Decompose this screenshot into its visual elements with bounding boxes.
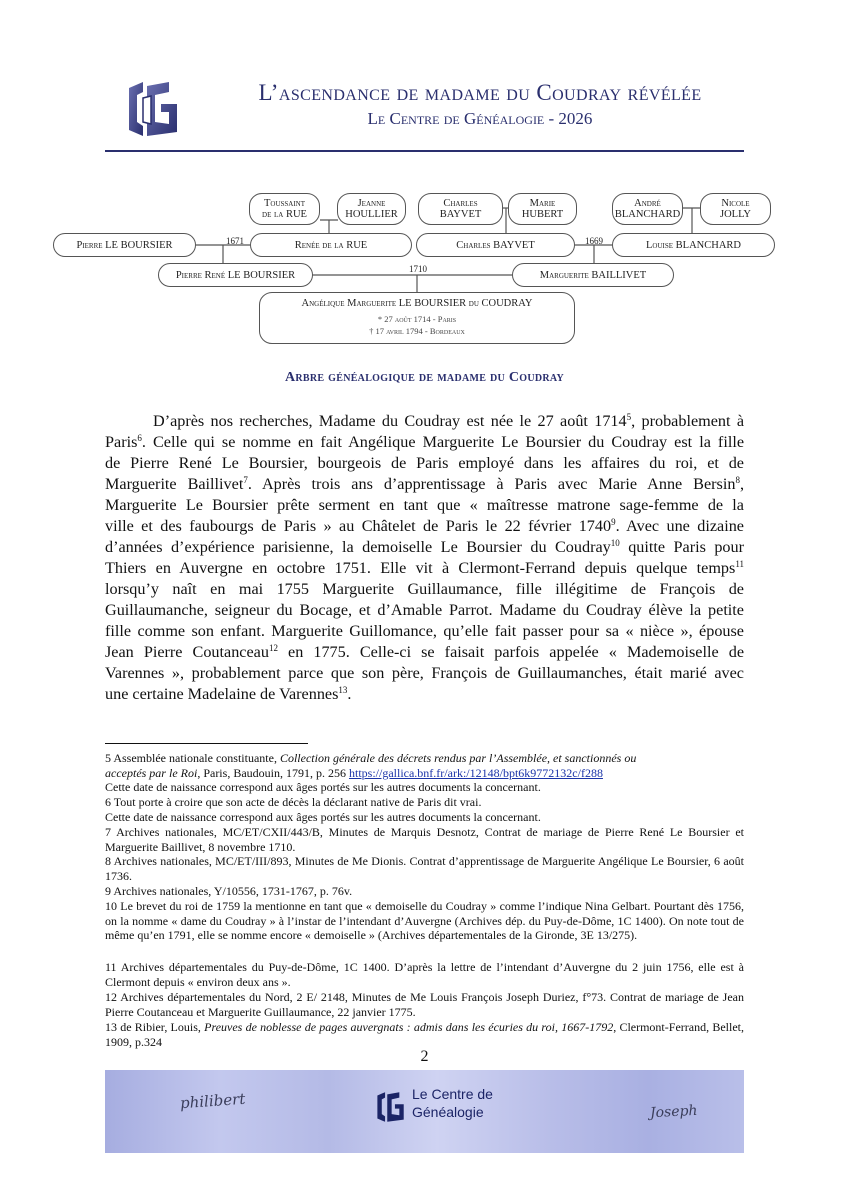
- footer-banner: [105, 1070, 744, 1153]
- tree-node-pierre-rene-le-boursier: Pierre René LE BOURSIER: [158, 263, 313, 287]
- paragraph-line: Marguerite Baillivet$^7$. Après trois ans d’apprentissage à Paris avec Marie Anne Bersin$^8$,: [105, 475, 744, 493]
- footnote-12: 12 Archives départementales du Nord, 2 E/ 2148, Minutes de Me Louis François Joseph Duriez, f°73. Contrat de mariage de Jean Pierre Coutanceau et Marguerite Guillaumance, 22 janvier 1775.: [105, 990, 744, 1019]
- tree-node-renee-de-la-rue: Renée de la RUE: [250, 233, 412, 257]
- tree-node-jeanne-houllier: Jeanne HOULLIER: [337, 193, 406, 225]
- tree-node-marie-hubert: Marie HUBERT: [508, 193, 577, 225]
- body-paragraph: [105, 411, 744, 705]
- tree-node-marguerite-baillivet: Marguerite BAILLIVET: [512, 263, 674, 287]
- paragraph-line: d’années d’expérience parisienne, la demoiselle Le Boursier du Coudray$^{10}$ quitte Paris pour: [105, 538, 744, 556]
- tree-node-angelique-du-coudray: [259, 292, 575, 344]
- marriage-year-1710: 1710: [409, 264, 427, 274]
- paragraph-line: Varennes », probablement parce que son père, François de Guillaumanches, était marié avec: [105, 664, 744, 682]
- paragraph-line: Jean Pierre Coutanceau$^{12}$ en 1775. Celle-ci se faisait parfois appelée « Mademoiselle de: [105, 643, 744, 661]
- paragraph-line: une certaine Madelaine de Varennes$^{13}$.: [105, 685, 352, 703]
- tree-node-toussaint-de-la-rue: Toussaint de la RUE: [249, 193, 320, 225]
- footer-logo-text-line1: Le Centre de: [412, 1086, 493, 1102]
- footnote-5: 5 Assemblée nationale constituante, Collection générale des décrets rendus par l’Assemblée, et sanctionnés ou acceptés par le Roi, Paris, Baudouin, 1791, p. 256 https://gallica.bnf.fr/ark:/12148/bpt6k9772132c/f288 Cette date de naissance correspond aux âges portés sur les autres documents la concernant.: [105, 751, 637, 794]
- tree-node-charles-bayvet-parent: Charles BAYVET: [418, 193, 503, 225]
- paragraph-line: de Pierre René Le Boursier, bourgeois de Paris employé dans les affaires du roi, et de: [105, 454, 744, 472]
- footnote-6: 6 Tout porte à croire que son acte de décès la déclarant native de Paris dit vrai. Cette date de naissance correspond aux âges portés sur les autres documents la concernant.: [105, 795, 541, 824]
- marriage-year-1671: 1671: [226, 236, 244, 246]
- paragraph-line: ville et des faubourgs de Paris » au Châtelet de Paris le 22 février 1740$^9$. Avec une dizaine: [105, 517, 744, 535]
- footnote-9: 9 Archives nationales, Y/10556, 1731-1767, p. 76v.: [105, 884, 353, 898]
- page-number: 2: [420, 1048, 429, 1065]
- paragraph-line: Paris$^6$. Celle qui se nomme en fait Angélique Marguerite Le Boursier du Coudray est la fille: [105, 433, 744, 451]
- document-subtitle: Le Centre de Généalogie - 2026: [367, 109, 593, 128]
- tree-node-pierre-le-boursier: Pierre LE BOURSIER: [53, 233, 196, 257]
- subject-name: Angélique Marguerite LE BOURSIER du COUDRAY: [301, 298, 533, 309]
- footer-logo-text-line2: Généalogie: [412, 1104, 484, 1120]
- tree-node-nicole-jolly: Nicole JOLLY: [700, 193, 771, 225]
- birth-info: * 27 août 1714 - Paris: [377, 314, 457, 324]
- paragraph-line: Guillaumanche, seigneur du Bocage, et d’Amable Parrot. Madame du Coudray élève la petite: [105, 601, 744, 619]
- footnote-8: 8 Archives nationales, MC/ET/III/893, Minutes de Me Dionis. Contrat d’apprentissage de Marguerite Angélique Le Boursier, 6 août 1736.: [105, 854, 744, 883]
- tree-node-louise-blanchard: Louise BLANCHARD: [612, 233, 775, 257]
- signature-left: philibert: [179, 1089, 246, 1113]
- footer-logo-icon: [373, 1090, 407, 1124]
- paragraph-line: Thiers en Auvergne en octobre 1751. Elle vit à Clermont-Ferrand depuis quelque temps$^{11}$: [105, 559, 744, 577]
- footnote-13: 13 de Ribier, Louis, Preuves de noblesse de pages auvergnats : admis dans les écuries du roi, 1667-1792, Clermont-Ferrand, Bellet, 1909, p.324: [105, 1020, 744, 1049]
- paragraph-line: Marguerite Le Boursier prête serment en tant que « maîtresse matrone sage-femme de la: [105, 496, 744, 514]
- death-info: † 17 avril 1794 - Bordeaux: [369, 326, 465, 336]
- tree-node-andre-blanchard: André BLANCHARD: [612, 193, 683, 225]
- footnote-11: 11 Archives départementales du Puy-de-Dôme, 1C 1400. D’après la lettre de l’intendant d’Auvergne du 2 juin 1756, elle est à Clermont depuis « environ deux ans ».: [105, 960, 744, 989]
- paragraph-line: lorsqu’y naît en mai 1755 Marguerite Guillaumance, fille illégitime de François de: [105, 580, 744, 598]
- footnote-7: 7 Archives nationales, MC/ET/CXII/443/B, Minutes de Marquis Desnotz, Contrat de mariage de Pierre René Le Boursier et Marguerite Baillivet, 8 novembre 1710.: [105, 825, 744, 854]
- marriage-year-1669: 1669: [585, 236, 603, 246]
- footnote-10: 10 Le brevet du roi de 1759 la mentionne en tant que « demoiselle du Coudray » comme l’indique Nina Gelbart. Pourtant dès 1756, on la nomme « dame du Coudray » à l’instar de l’intendant d’Auvergne (Archives dép. du Puy-de-Dôme, 1C 1400). On note tout de même qu’en 1791, elle se nomme encore « demoiselle » (Archives départementales de la Gironde, 3E 13/275).: [105, 899, 744, 942]
- signature-right: Joseph: [649, 1102, 698, 1122]
- document-title: L’ascendance de madame du Coudray révélée: [258, 80, 702, 105]
- footnote-divider: [105, 743, 308, 744]
- tree-caption: Arbre généalogique de madame du Coudray: [284, 370, 565, 385]
- paragraph-line: D’après nos recherches, Madame du Coudray est née le 27 août 1714$^5$, probablement à: [153, 412, 744, 430]
- gallica-link[interactable]: https://gallica.bnf.fr/ark:/12148/bpt6k9772132c/f288: [348, 765, 603, 780]
- paragraph-line: fille comme son enfant. Marguerite Guillomance, qu’elle fait passer pour sa « nièce », épouse: [105, 622, 744, 640]
- tree-node-charles-bayvet: Charles BAYVET: [416, 233, 575, 257]
